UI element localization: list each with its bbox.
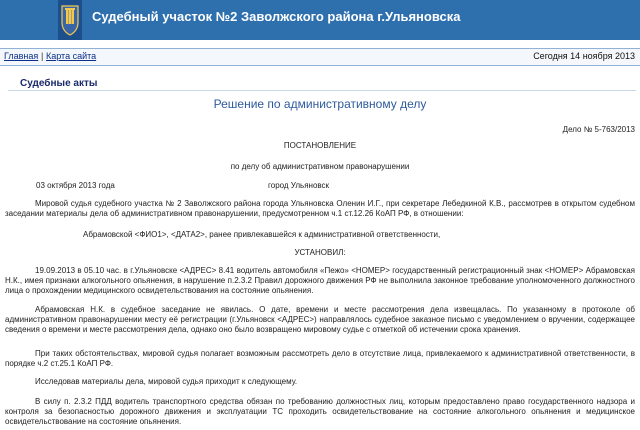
section-title: Судебные акты	[20, 78, 98, 89]
site-title: Судебный участок №2 Заволжского района г.Ульяновска	[92, 9, 461, 24]
paragraph-3: При таких обстоятельствах, мировой судья полагает возможным рассмотреть дело в отсутствие лица, привлекаемого к административной ответственности, в порядке ч.2 ст.25.1 КоАП РФ.	[5, 349, 635, 368]
paragraph-1: 19.09.2013 в 05.10 час. в г.Ульяновске <АДРЕС> 8.41 водитель автомобиля «Пежо» <НОМЕР> государственный регистрационный знак <НОМЕР> Абрамовская Н.К., имея признаки алкогольного опьянения, в нарушение п.2.3.2 Правил дорожного движения РФ не выполнила законное требование уполномоченного должностного лица о прохождении медицинского освидетельствования на состояние опьянения.	[5, 266, 635, 295]
document-date: 03 октября 2013 года	[36, 181, 115, 190]
document-heading: ПОСТАНОВЛЕНИЕ	[283, 141, 357, 150]
nav-bar	[0, 48, 640, 66]
coat-of-arms-icon	[58, 0, 82, 40]
document-subheading: по делу об административном правонарушении	[230, 162, 410, 171]
document-city: город Ульяновск	[268, 181, 330, 190]
home-link[interactable]: Главная	[4, 51, 39, 61]
document-title: Решение по административному делу	[213, 97, 427, 111]
paragraph-4: Исследовав материалы дела, мировой судья приходит к следующему.	[35, 377, 298, 386]
nav-separator: |	[41, 51, 44, 61]
established-heading: УСТАНОВИЛ:	[294, 248, 346, 257]
sitemap-link[interactable]: Карта сайта	[46, 51, 97, 61]
paragraph-5: В силу п. 2.3.2 ПДД водитель транспортного средства обязан по требованию должностных лиц, которым предоставлено право государственного надзора и контроля за безопасностью дорожного движения и эксплуатации ТС проходить освидетельствование на состояние алкогольного опьянения и медицинское освидетельствование на состояние опьянения.	[5, 397, 635, 426]
case-number: Дело № 5-763/2013	[562, 125, 635, 134]
current-date: Сегодня 14 ноября 2013	[533, 51, 635, 61]
site-header	[0, 0, 640, 40]
paragraph-2: Абрамовская Н.К. в судебное заседание не явилась. О дате, времени и месте рассмотрения дела извещалась. По указанному в протоколе об административном правонарушении месту её регистрации (г.Ульяновск <АДРЕС>) направлялось судебное заказное письмо с уведомлением о вручении, содержащее сведения о времени и месте рассмотрения дела, однако оно было возвращено мировому судье с отметкой об истечении срока хранения.	[5, 305, 635, 334]
defendant-line: Абрамовской <ФИО1>, <ДАТА2>, ранее привлекавшейся к административной ответственности,	[83, 230, 441, 239]
intro-paragraph: Мировой судья судебного участка № 2 Заволжского района города Ульяновска Оленин И.Г., при секретаре Лебедкиной К.В., рассмотрев в открытом судебном заседании материалы дела об административном правонарушении, предусмотренном ч.1 ст.12.26 КоАП РФ, в отношении:	[5, 199, 635, 218]
section-divider	[8, 90, 636, 91]
